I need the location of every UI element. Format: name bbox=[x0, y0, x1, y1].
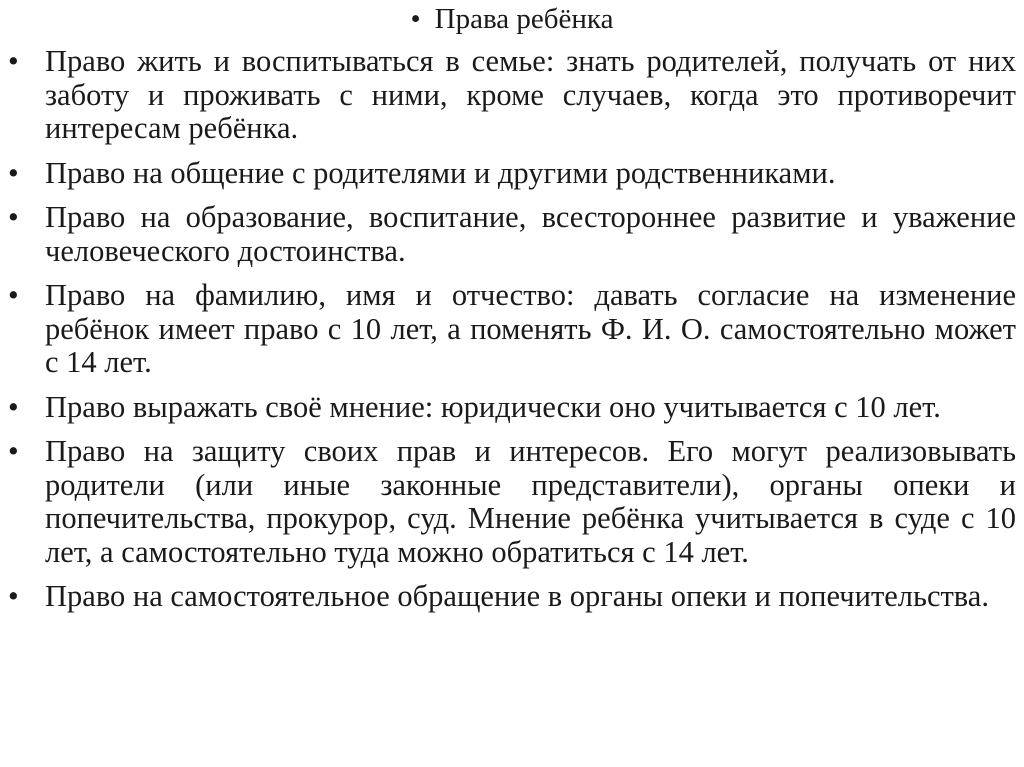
bullet-icon: • bbox=[8, 44, 19, 78]
list-item-text: Право на самостоятельное обращение в органы опеки и попечительства. bbox=[45, 579, 989, 613]
list-item bbox=[8, 157, 1016, 191]
bullet-icon: • bbox=[8, 389, 19, 424]
list-item bbox=[8, 580, 1016, 614]
bullet-icon: • bbox=[8, 155, 19, 190]
list-item bbox=[8, 201, 1016, 268]
slide-title-text: Права ребёнка bbox=[434, 3, 614, 35]
bullet-icon: • bbox=[8, 579, 19, 613]
title-bullet-icon: • bbox=[410, 3, 421, 35]
list-item bbox=[8, 391, 1016, 425]
list-item-text: Право на общение с родителями и другими родственниками. bbox=[45, 155, 836, 190]
list-item bbox=[8, 45, 1016, 146]
slide-title bbox=[0, 2, 1024, 36]
rights-list bbox=[8, 45, 1016, 625]
list-item-text: Право на фамилию, имя и отчество: давать согласие на изменение ребёнок имеет право с 10 лет, а поменять Ф. И. О. самостоятельно может с 14 лет. bbox=[45, 278, 1016, 379]
bullet-icon: • bbox=[8, 200, 19, 234]
bullet-icon: • bbox=[8, 434, 19, 468]
list-item bbox=[8, 279, 1016, 380]
bullet-icon: • bbox=[8, 278, 19, 312]
list-item-text: Право на защиту своих прав и интересов. Его могут реализовывать родители (или иные законные представители), органы опеки и попечительства, прокурор, суд. Мнение ребёнка учитывается в суде с 10 лет, а самостоятельно туда можно обратиться с 14 лет. bbox=[45, 434, 1016, 569]
list-item-text: Право выражать своё мнение: юридически оно учитывается с 10 лет. bbox=[45, 389, 941, 424]
list-item-text: Право на образование, воспитание, всестороннее развитие и уважение человеческого достоинства. bbox=[45, 200, 1016, 268]
list-item-text: Право жить и воспитываться в семье: знать родителей, получать от них заботу и проживать с ними, кроме случаев, когда это противоречит интересам ребёнка. bbox=[45, 44, 1016, 145]
list-item bbox=[8, 435, 1016, 569]
